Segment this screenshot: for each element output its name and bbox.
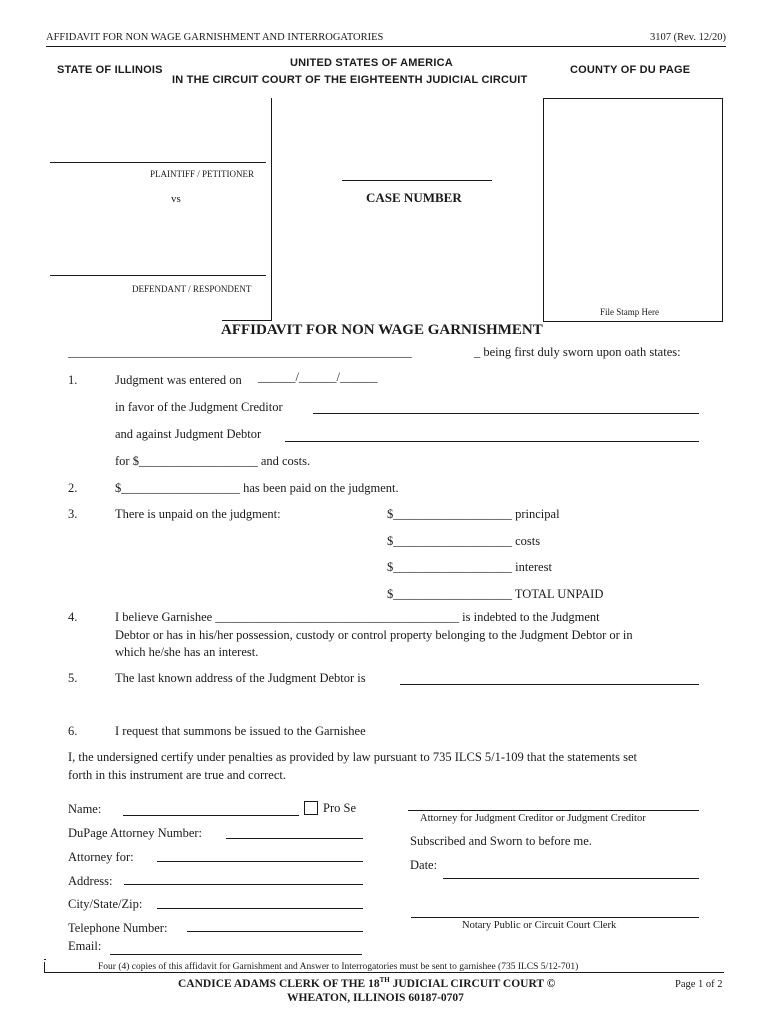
judgment-entered-label: Judgment was entered on: [115, 373, 242, 387]
attorney-number-field[interactable]: [226, 838, 363, 839]
judgment-date-field[interactable]: ______/______/______: [258, 370, 378, 384]
pro-se-label: Pro Se: [323, 801, 356, 815]
caption-right-border: [271, 98, 272, 320]
garnishee-line-3: which he/she has an interest.: [115, 645, 259, 659]
costs-field[interactable]: $___________________ costs: [387, 534, 541, 548]
certify-line-2: forth in this instrument are true and correct.: [68, 768, 286, 782]
item-3-number: 3.: [68, 507, 78, 521]
document-title: AFFIDAVIT FOR NON WAGE GARNISHMENT: [221, 322, 543, 338]
attorney-signature-field[interactable]: [408, 810, 699, 811]
item-4-number: 4.: [68, 610, 78, 624]
defendant-label: DEFENDANT / RESPONDENT: [132, 284, 252, 294]
clerk-pre: CANDICE ADAMS CLERK OF THE 18: [178, 977, 380, 990]
clerk-line: [178, 976, 555, 990]
file-stamp-label: File Stamp Here: [600, 307, 659, 317]
city-state-zip-label: City/State/Zip:: [68, 897, 143, 911]
attorney-for-label: Attorney for:: [68, 850, 134, 864]
address-field[interactable]: [124, 884, 363, 885]
garnishee-line[interactable]: I believe Garnishee _______________________________________ is indebted to the Judgment: [115, 610, 600, 624]
principal-field[interactable]: $___________________ principal: [387, 507, 560, 521]
item-2-number: 2.: [68, 481, 78, 495]
address-label: Address:: [68, 874, 113, 888]
defendant-field[interactable]: [50, 275, 266, 276]
telephone-field[interactable]: [187, 931, 363, 932]
name-field[interactable]: [123, 815, 299, 816]
clerk-sup: TH: [379, 976, 390, 984]
last-address-label: The last known address of the Judgment Debtor is: [115, 671, 366, 685]
notary-signature-field[interactable]: [411, 917, 699, 918]
intro-text: _ being first duly sworn upon oath states:: [474, 345, 681, 359]
header-rule: [46, 46, 726, 47]
garnishee-line-2: Debtor or has in his/her possession, custody or control property belonging to the Judgment Debtor or in: [115, 628, 633, 642]
amount-paid-line[interactable]: $___________________ has been paid on the judgment.: [115, 481, 399, 495]
email-label: Email:: [68, 939, 102, 953]
date-field[interactable]: [443, 878, 699, 879]
case-number-label: CASE NUMBER: [366, 190, 462, 205]
judgment-debtor-field[interactable]: [285, 441, 699, 442]
for-amount-line[interactable]: for $___________________ and costs.: [115, 454, 311, 468]
interest-field[interactable]: $___________________ interest: [387, 560, 552, 574]
country-label: UNITED STATES OF AMERICA: [290, 57, 453, 69]
summons-request: I request that summons be issued to the Garnishee: [115, 724, 366, 738]
form-title: AFFIDAVIT FOR NON WAGE GARNISHMENT AND INTERROGATORIES: [46, 32, 384, 43]
plaintiff-field[interactable]: [50, 162, 266, 163]
footer-rule: [44, 972, 724, 973]
clerk-city: WHEATON, ILLINOIS 60187-0707: [287, 992, 464, 1004]
clerk-post: JUDICIAL CIRCUIT COURT ©: [389, 977, 556, 990]
pro-se-checkbox[interactable]: [304, 801, 318, 815]
footer-left-rule: [44, 962, 45, 972]
certify-line-1: I, the undersigned certify under penalties as provided by law pursuant to 735 ILCS 5/1-109 that the statements set: [68, 750, 637, 764]
name-label: Name:: [68, 802, 102, 816]
page-number: Page 1 of 2: [675, 979, 723, 990]
unpaid-label: There is unpaid on the judgment:: [115, 507, 281, 521]
state-label: STATE OF ILLINOIS: [57, 64, 163, 76]
last-address-field[interactable]: [400, 684, 699, 685]
email-field[interactable]: [110, 954, 362, 955]
case-number-field[interactable]: [342, 180, 492, 181]
county-label: COUNTY OF DU PAGE: [570, 64, 691, 76]
form-number: 3107 (Rev. 12/20): [649, 32, 726, 43]
item-1-number: 1.: [68, 373, 78, 387]
date-label: Date:: [410, 858, 438, 872]
file-stamp-box: [543, 98, 723, 322]
total-unpaid-field[interactable]: $___________________ TOTAL UNPAID: [387, 587, 604, 601]
telephone-label: Telephone Number:: [68, 921, 168, 935]
court-label: IN THE CIRCUIT COURT OF THE EIGHTEENTH JUDICIAL CIRCUIT: [172, 74, 528, 86]
attorney-signature-label: Attorney for Judgment Creditor or Judgment Creditor: [420, 813, 646, 824]
attorney-number-label: DuPage Attorney Number:: [68, 826, 203, 840]
vs-label: vs: [171, 193, 181, 205]
notary-label: Notary Public or Circuit Court Clerk: [462, 920, 617, 931]
copies-note: Four (4) copies of this affidavit for Garnishment and Answer to Interrogatories must be sent to garnishee (735 ILCS 5/12-701): [98, 962, 579, 972]
caption-bottom-rule: [222, 320, 272, 321]
judgment-creditor-field[interactable]: [313, 413, 699, 414]
attorney-for-field[interactable]: [157, 861, 363, 862]
footer-tick-left: [44, 959, 46, 960]
against-label: and against Judgment Debtor: [115, 427, 262, 441]
plaintiff-label: PLAINTIFF / PETITIONER: [150, 169, 254, 179]
subscribed-label: Subscribed and Sworn to before me.: [410, 834, 592, 848]
favor-label: in favor of the Judgment Creditor: [115, 400, 283, 414]
city-state-zip-field[interactable]: [157, 908, 363, 909]
affiant-name-field[interactable]: _______________________________________________________: [68, 345, 412, 359]
item-5-number: 5.: [68, 671, 78, 685]
item-6-number: 6.: [68, 724, 78, 738]
